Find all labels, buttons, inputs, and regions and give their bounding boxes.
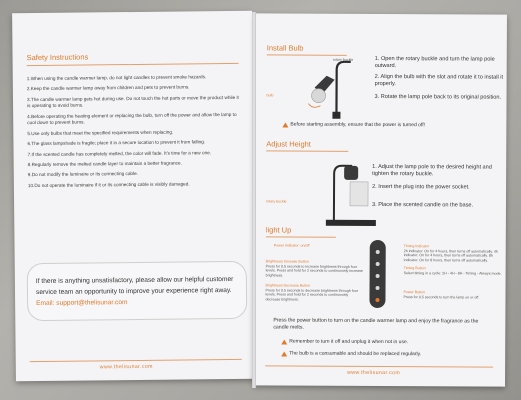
safety-item: 3.The candle warmer lamp gets hot during use. Do not touch the hot parts or move the product while it is operating to avoid burns. [26,94,239,109]
safety-item: 7.If the scented candle has completely melted, the color will fade. It's time for a new one. [27,149,212,157]
right-page [253,13,507,386]
bright-dec-text: Press for 0.5 seconds to decrease brightness through four levels. Press and hold for 2 seconds to continuously decrease brightness. [265,288,359,302]
warning-icon [281,351,287,356]
adjust-title: Adjust Height [266,139,311,149]
bright-inc-title: Brightness Increase Button [265,259,309,264]
support-message [36,274,242,309]
page-fold [252,12,256,388]
safety-item: 8.Regularly remove the melted candle layer to maintain a better fragrance. [27,160,182,168]
install-bulb-label: bulb [266,93,274,98]
install-step: 1. Open the rotary buckle and turn the lamp pole outward. [374,55,495,69]
support-email: Email: support@thelisunar.com [36,299,128,308]
safety-item: 5.Use only bulbs that meet the specified requirements when replacing. [27,129,174,136]
support-text: If there is anything unsatisfactory, please allow our helpful customer service team an opportunity to improve your experience right away. [35,275,234,297]
install-step: 3. Rotate the lamp pole back to its original position. [374,93,502,101]
title-rule [27,63,239,66]
timing-ind-text: 2h indicator: On for 4 hours, then turns off automatically. 4h indicator: On for 4 hours, then turns off automatically. 8h indicator: On for 8 hours, then turns off automatically. [403,249,498,263]
install-step: 2. Align the bulb with the slot and rotate it to install it properly. [374,73,504,87]
safety-item: 4.Before operating the heating element or replacing the bulb, turn off the power and allow the lamp to cool down to prevent burns. [27,111,237,126]
power-btn-text: Press for 0.5 seconds to turn the lamp on or off. [403,295,480,300]
safety-list [27,74,242,194]
adjust-step: 1. Adjust the lamp pole to the desired height and tighten the rotary buckle. [372,163,492,177]
safety-item: 9.Do not modify the luminaire or its connecting cable. [27,171,139,178]
bright-inc-text: Press for 0.5 seconds to increase brightness through four levels. Press and hold for 2 seconds to continuously increase brightness. [265,264,363,278]
warning-icon [282,122,288,127]
install-note: Before starting assembly, ensure that the power is turned off! [290,121,426,129]
adjust-rotary-label: rotary buckle [265,199,287,204]
lightup-rule [266,236,336,237]
footer-rule [265,365,493,367]
lightup-title: light Up [265,225,292,235]
footer-url: www.thelisunar.com [347,369,401,377]
lightup-instruction: Press the power button to turn on the candle warmer lamp and enjoy the fragrance as the candle melts. [273,317,479,331]
safety-item: 6.The glass lampshade is fragile; place it in a secure location to prevent it from falling. [27,139,206,147]
timing-btn-title: Timing Button [403,266,426,271]
timing-btn-text: Select timing in a cycle: 2H - 4H - 8H - Timing - Always mode. [403,271,502,276]
lightup-warning-1: Remember to turn it off and unplug it when not in use. [289,338,409,346]
footer-rule [30,359,242,362]
bright-dec-title: Brightness Decrease Button [265,283,311,288]
lightup-warning-2: The bulb is a consumable and should be replaced regularly. [289,350,422,358]
safety-item: 1.When using the candle warmer lamp, do not light candles to prevent smoke hazards. [26,74,207,82]
left-page [12,11,256,381]
power-btn-title: Power Button [403,290,426,295]
support-box [27,261,248,321]
adjust-rule [266,150,348,151]
adjust-step: 3. Place the scented candle on the base. [371,201,474,209]
safety-title: Safety Instructions [26,52,89,63]
footer-url: www.thelisunar.com [99,363,153,371]
adjust-step: 2. Insert the plug into the power socket. [372,183,470,191]
power-indicator-label: Power indicator: on/off [273,243,310,248]
controller-illustration [365,238,389,310]
safety-item: 10.Do not operate the luminaire if it or its connecting cable is visibly damaged. [27,181,190,189]
install-title: Install Bulb [266,43,304,53]
safety-item: 2.Keep the candle warmer lamp away from children and pets to prevent burns. [26,84,190,92]
install-rotary-label: rotary buckle [332,57,354,62]
timing-ind-title: Timing Indicator [403,244,430,249]
warning-icon [281,339,287,344]
